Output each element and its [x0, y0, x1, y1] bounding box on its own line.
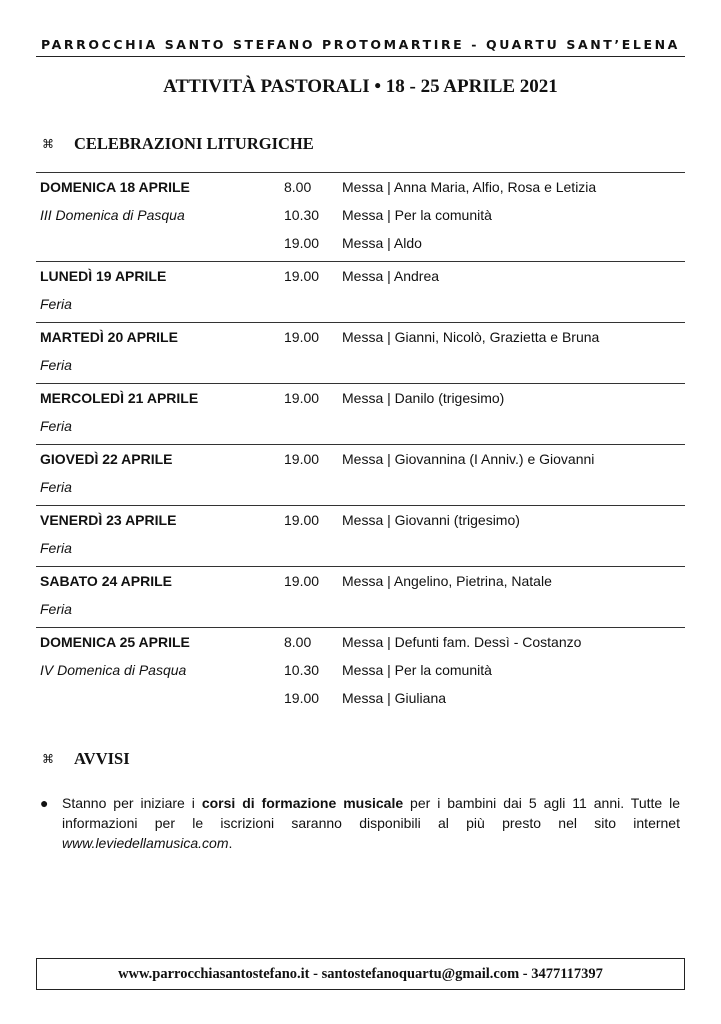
day-block [36, 567, 685, 627]
day-subtitle: IV Domenica di Pasqua [40, 662, 187, 678]
day-name: SABATO 24 APRILE [40, 573, 172, 589]
mass-intention: Messa | Danilo (trigesimo) [342, 390, 505, 406]
schedule-line [36, 323, 685, 351]
day-subtitle: Feria [40, 540, 72, 556]
mass-intention: Messa | Anna Maria, Alfio, Rosa e Letizia [342, 179, 597, 195]
schedule-line [36, 473, 685, 501]
parish-name: PARROCCHIA SANTO STEFANO PROTOMARTIRE - QUARTU SANT’ELENA [41, 37, 680, 52]
day-block [36, 384, 685, 444]
mass-time: 19.00 [284, 390, 320, 406]
day-name: MERCOLEDÌ 21 APRILE [40, 390, 199, 406]
day-block [36, 628, 685, 716]
schedule-line [36, 628, 685, 656]
mass-time: 8.00 [284, 634, 312, 650]
day-subtitle: Feria [40, 479, 72, 495]
day-name: DOMENICA 18 APRILE [40, 179, 190, 195]
notice-text [62, 793, 680, 853]
mass-intention: Messa | Giovanni (trigesimo) [342, 512, 520, 528]
day-subtitle: Feria [40, 296, 72, 312]
schedule-line [36, 534, 685, 562]
schedule-line [36, 173, 685, 201]
schedule-line [36, 384, 685, 412]
section-heading-notices [40, 748, 130, 770]
schedule-line [36, 351, 685, 379]
mass-intention: Messa | Giovannina (I Anniv.) e Giovanni [342, 451, 595, 467]
mass-time: 10.30 [284, 207, 320, 223]
schedule-line [36, 506, 685, 534]
page-title: ATTIVITÀ PASTORALI • 18 - 25 APRILE 2021 [163, 76, 558, 97]
mass-schedule [36, 172, 685, 716]
schedule-line [36, 201, 685, 229]
day-block [36, 173, 685, 261]
day-name: DOMENICA 25 APRILE [40, 634, 190, 650]
mass-intention: Messa | Per la comunità [342, 662, 492, 678]
day-subtitle: Feria [40, 601, 72, 617]
ornament-icon: ⌘ [42, 137, 54, 151]
schedule-line [36, 656, 685, 684]
day-subtitle: Feria [40, 418, 72, 434]
mass-time: 19.00 [284, 690, 320, 706]
mass-time: 19.00 [284, 268, 320, 284]
day-block [36, 262, 685, 322]
notice-text-middle: per i bambini dai 5 agli 11 anni. Tutte le informazioni per le iscrizioni saranno disponibili al più presto nel sito internet [62, 795, 681, 831]
notice-website[interactable]: www.leviedellamusica.com [62, 835, 229, 851]
header-divider [36, 56, 685, 57]
day-subtitle: III Domenica di Pasqua [40, 207, 185, 223]
mass-intention: Messa | Per la comunità [342, 207, 492, 223]
mass-time: 8.00 [284, 179, 312, 195]
mass-time: 19.00 [284, 512, 320, 528]
schedule-line [36, 412, 685, 440]
day-name: GIOVEDÌ 22 APRILE [40, 451, 173, 467]
day-name: VENERDÌ 23 APRILE [40, 512, 177, 528]
mass-time: 19.00 [284, 329, 320, 345]
mass-intention: Messa | Angelino, Pietrina, Natale [342, 573, 552, 589]
schedule-line [36, 595, 685, 623]
mass-time: 19.00 [284, 451, 320, 467]
mass-intention: Messa | Andrea [342, 268, 440, 284]
schedule-line [36, 290, 685, 318]
bullet-icon: ● [40, 795, 49, 811]
mass-intention: Messa | Giuliana [342, 690, 447, 706]
day-block [36, 506, 685, 566]
schedule-line [36, 684, 685, 712]
day-name: MARTEDÌ 20 APRILE [40, 329, 178, 345]
day-block [36, 323, 685, 383]
schedule-line [36, 262, 685, 290]
mass-time: 10.30 [284, 662, 320, 678]
notice-item [40, 793, 680, 853]
day-block [36, 445, 685, 505]
mass-intention: Messa | Aldo [342, 235, 422, 251]
mass-intention: Messa | Defunti fam. Dessì - Costanzo [342, 634, 582, 650]
notice-text-end: . [228, 835, 233, 851]
schedule-line [36, 229, 685, 257]
footer-contacts: www.parrocchiasantostefano.it - santostefanoquartu@gmail.com - 3477117397 [36, 958, 685, 990]
section-title: CELEBRAZIONI LITURGICHE [74, 134, 314, 153]
mass-time: 19.00 [284, 235, 320, 251]
notice-highlight: corsi di formazione musicale [201, 795, 404, 811]
schedule-line [36, 567, 685, 595]
ornament-icon: ⌘ [42, 752, 54, 766]
mass-time: 19.00 [284, 573, 320, 589]
day-subtitle: Feria [40, 357, 72, 373]
notice-text-start: Stanno per iniziare i [62, 795, 202, 811]
day-name: LUNEDÌ 19 APRILE [40, 268, 167, 284]
mass-intention: Messa | Gianni, Nicolò, Grazietta e Bruna [342, 329, 600, 345]
section-heading-liturgy [40, 133, 314, 155]
schedule-line [36, 445, 685, 473]
section-title: AVVISI [74, 749, 130, 768]
